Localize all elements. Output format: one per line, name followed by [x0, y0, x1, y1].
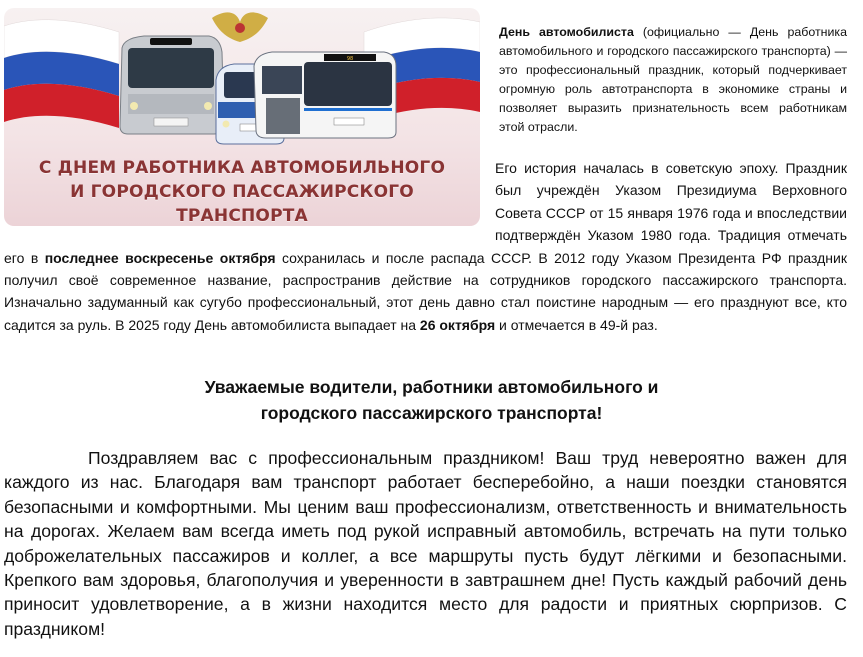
city-bus-icon: [254, 52, 396, 138]
svg-text:98: 98: [346, 56, 354, 62]
intro-text: (официально — День работника автомобильного и городского пассажирского транспорта) — это профессиональный праздник, который подчеркивает огромную роль автотранспорта в экономике страны и позволяет выразить признательность всем работникам этой отрасли.: [499, 25, 847, 135]
intro-bold-lead: День автомобилиста: [499, 25, 634, 39]
history-text-1: Его история началась в советскую эпоху. Праздник был учреждён Указом Президиума Верховного Совета СССР от 15 января 1976 года и впоследствии подтверждён Указом 1980 года. Традиция отмечать его в: [4, 160, 847, 266]
history-text-3: и отмечается в 49-й раз.: [495, 316, 658, 333]
greeting-body: Поздравляем вас с профессиональным праздником! Ваш труд невероятно важен для каждого из нас. Благодаря вам транспорт работает бесперебойно, а наши поездки становятся безопасными и комфортными. Мы ценим ваш профессионализм, ответственность и внимательность на дорогах. Желаем вам всегда иметь под рукой исправный автомобиль, встречать на пути только доброжелательных пассажиров и коллег, а все маршруты пусть будут лёгкими и безопасными. Крепкого вам здоровья, благополучия и уверенности в завтрашнем дне! Пусть каждый рабочий день приносит удовлетворение, а в жизни находится место для радости и приятных сюрпризов. С праздником!: [4, 448, 847, 639]
banner-illustration: [4, 8, 480, 158]
history-bold-date-rule: последнее воскресенье октября: [44, 249, 276, 266]
history-paragraph: [4, 157, 847, 336]
coach-bus-icon: [120, 36, 224, 134]
banner-title: С ДНЕМ РАБОТНИКА АВТОМОБИЛЬНОГО И ГОРОДСКОГО ПАССАЖИРСКОГО ТРАНСПОРТА: [38, 158, 446, 226]
eagle-emblem-icon: [212, 12, 268, 42]
history-bold-date-2025: 26 октября: [419, 316, 496, 333]
greeting-heading: Уважаемые водители, работники автомобильного и городского пассажирского транспорта!: [204, 377, 659, 423]
russian-flag-left: [4, 20, 119, 128]
history-text-2: сохранилась и после распада СССР. В 2012 году Указом Президента РФ праздник получил своё современное название, распространив действие на сотрудников городского пассажирского транспорта. Изначально задуманный как сугубо профессиональный, этот день давно стал поистине народным — его празднуют все, кто садится за руль. В 2025 году День автомобилиста выпадает на: [4, 249, 847, 333]
banner-float-spacer: [4, 157, 495, 245]
intro-paragraph: [499, 23, 847, 138]
